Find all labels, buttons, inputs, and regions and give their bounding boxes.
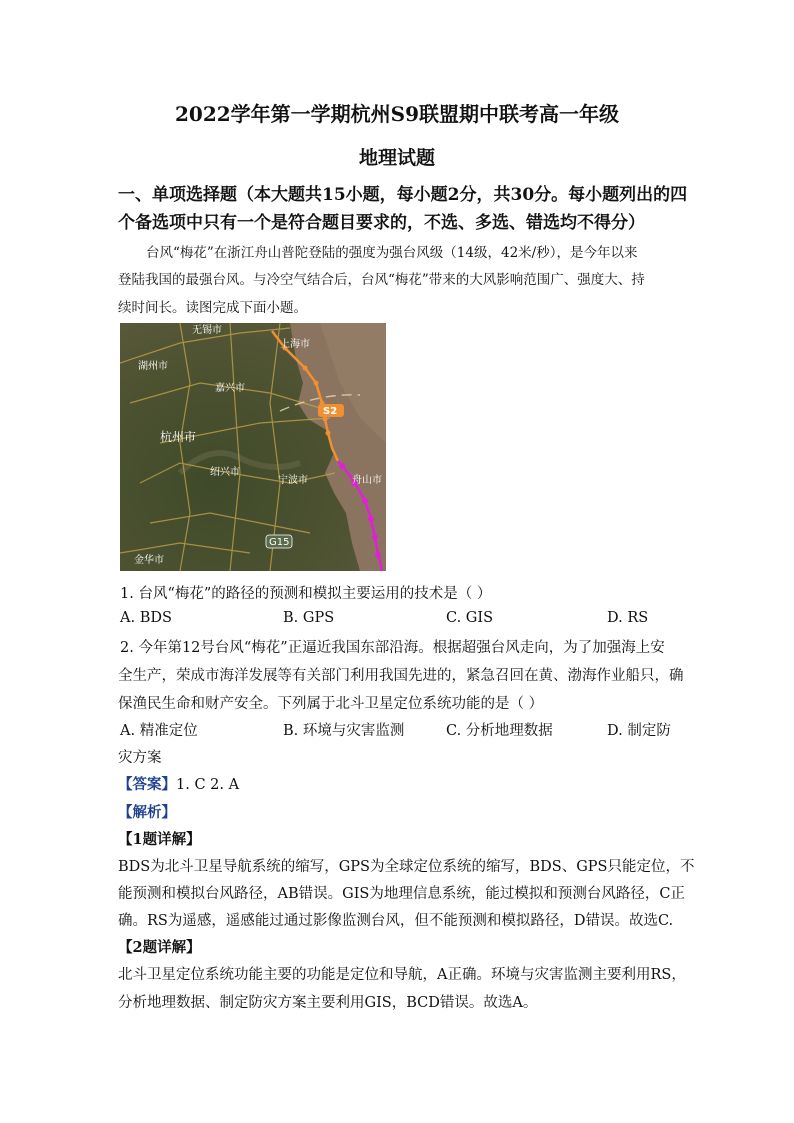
detail1-line1: BDS为北斗卫星导航系统的缩写，GPS为全球定位系统的缩写，BDS、GPS只能定位，不 <box>118 859 695 875</box>
detail2-line2: 分析地理数据、制定防灾方案主要利用GIS，BCD错误。故选A。 <box>118 995 538 1011</box>
q2-option-a: A. 精准定位 <box>120 723 198 739</box>
label-s2: S2 <box>323 406 338 417</box>
label-hangzhou: 杭州市 <box>160 430 197 444</box>
q1-option-b: B. GPS <box>283 610 335 626</box>
q1-option-c: C. GIS <box>446 610 494 626</box>
section-heading-line2: 个备选项中只有一个是符合题目要求的，不选、多选、错选均不得分） <box>118 213 645 233</box>
analysis-tag: 【解析】 <box>118 804 176 821</box>
q2-option-c: C. 分析地理数据 <box>446 723 553 739</box>
intro-line3: 续时间长。读图完成下面小题。 <box>118 300 307 316</box>
section-heading-line1: 一、单项选择题（本大题共15小题，每小题2分，共30分。每小题列出的四 <box>118 185 688 205</box>
label-shaoxing: 绍兴市 <box>210 467 240 478</box>
q2-line2: 全生产，荣成市海洋发展等有关部门利用我国先进的，紧急召回在黄、渤海作业船只，确 <box>118 668 684 684</box>
label-huzhou: 湖州市 <box>138 361 168 372</box>
detail1-line2: 能预测和模拟台风路径，AB错误。GIS为地理信息系统，能过模拟和预测台风路径，C正 <box>118 886 685 902</box>
intro-line2: 登陆我国的最强台风。与冷空气结合后，台风“梅花”带来的大风影响范围广、强度大、持 <box>118 272 645 288</box>
answer-text: 1. C 2. A <box>176 777 240 793</box>
answer-line <box>118 773 239 794</box>
answer-tag: 【答案】 <box>118 776 176 793</box>
q1-option-a: A. BDS <box>120 610 172 626</box>
detail2-tag: 【2题详解】 <box>118 939 201 956</box>
label-zhoushan: 舟山市 <box>352 475 382 486</box>
label-ningbo: 宁波市 <box>278 475 308 486</box>
q2-line3: 保渔民生命和财产安全。下列属于北斗卫星定位系统功能的是（ ） <box>118 696 544 712</box>
q2-option-b: B. 环境与灾害监测 <box>283 723 405 739</box>
q1-option-d: D. RS <box>607 610 649 626</box>
typhoon-satellite-map <box>120 323 386 571</box>
label-jiaxing: 嘉兴市 <box>215 383 245 394</box>
page-title: 2022学年第一学期杭州S9联盟期中联考高一年级 <box>174 102 620 126</box>
q2-line1: 2. 今年第12号台风“梅花”正逼近我国东部沿海。根据超强台风走向，为了加强海上安 <box>120 640 665 656</box>
map-svg <box>120 323 386 571</box>
detail2-line1: 北斗卫星定位系统功能主要的功能是定位和导航，A正确。环境与灾害监测主要利用RS， <box>118 967 686 983</box>
intro-line1: 台风“梅花”在浙江舟山普陀登陆的强度为强台风级（14级，42米/秒），是今年以来 <box>146 245 638 261</box>
label-g15: G15 <box>269 537 290 548</box>
label-jinhua: 金华市 <box>134 555 164 566</box>
q2-option-d: D. 制定防 <box>607 723 671 739</box>
q2-option-d-wrap: 灾方案 <box>118 750 162 766</box>
detail1-tag: 【1题详解】 <box>118 831 201 848</box>
page-subtitle: 地理试题 <box>358 147 435 169</box>
label-wuxi: 无锡市 <box>192 325 222 336</box>
q1-stem: 1. 台风“梅花”的路径的预测和模拟主要运用的技术是（ ） <box>120 586 492 602</box>
detail1-line3: 确。RS为遥感，遥感能过通过影像监测台风，但不能预测和模拟路径，D错误。故选C. <box>118 913 674 929</box>
label-shanghai: 上海市 <box>280 339 310 350</box>
